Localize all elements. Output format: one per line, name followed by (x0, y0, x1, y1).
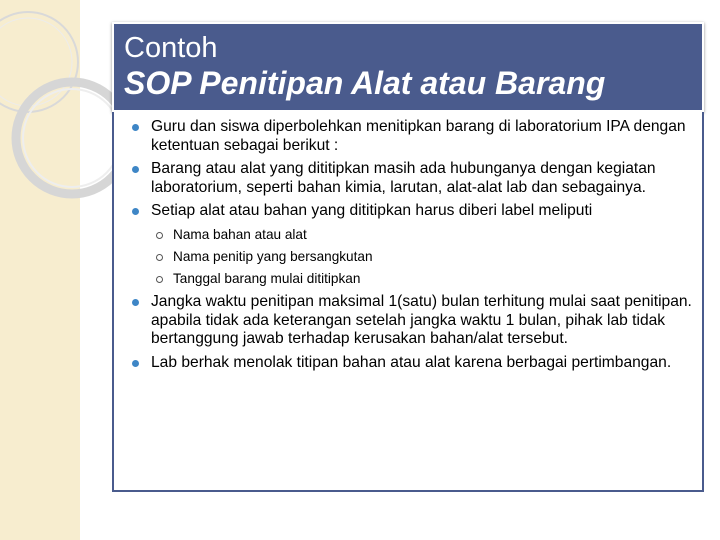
hollow-circle-bullet-icon (156, 276, 163, 283)
bullet-dot-icon (132, 166, 139, 173)
bullet-text: Guru dan siswa diperbolehkan menitipkan barang di laboratorium IPA dengan ketentuan sebagai berikut : (151, 118, 686, 154)
bullet-text: Lab berhak menolak titipan bahan atau alat karena berbagai pertimbangan. (151, 353, 672, 371)
sub-bullet-item (151, 248, 694, 266)
sub-bullet-text: Nama penitip yang bersangkutan (173, 248, 373, 264)
sub-bullet-text: Tanggal barang mulai dititipkan (173, 270, 361, 286)
bullet-item (130, 293, 694, 349)
bullet-item (130, 354, 694, 373)
bullet-text: Jangka waktu penitipan maksimal 1(satu) bulan terhitung mulai saat penitipan. apabila tidak ada keterangan setelah jangka waktu 1 bulan, pihak lab tidak bertanggung jawab terhadap kerusakan bahan/alat tersebut. (151, 292, 692, 348)
sub-bullet-text: Nama bahan atau alat (173, 226, 307, 242)
bullet-dot-icon (132, 299, 139, 306)
bullet-text: Setiap alat atau bahan yang dititipkan harus diberi label meliputi (151, 202, 593, 220)
sub-bullet-item (151, 226, 694, 244)
bullet-item (130, 160, 694, 197)
bullet-item (130, 202, 694, 288)
slide-content (112, 112, 704, 492)
bullet-item (130, 118, 694, 155)
sub-bullet-item (151, 270, 694, 288)
hollow-circle-bullet-icon (156, 254, 163, 261)
bullet-text: Barang atau alat yang dititipkan masih ada hubunganya dengan kegiatan laboratorium, seperti bahan kimia, larutan, alat-alat lab dan sebagainya. (151, 160, 656, 196)
slide-subtitle: SOP Penitipan Alat atau Barang (124, 65, 606, 101)
bullet-dot-icon (132, 360, 139, 367)
bullet-list (130, 118, 694, 372)
bullet-dot-icon (132, 208, 139, 215)
hollow-circle-bullet-icon (156, 232, 163, 239)
slide-title-box (112, 22, 704, 112)
decorative-rings (0, 0, 130, 260)
sub-bullet-list (151, 226, 694, 288)
slide-title: Contoh (124, 32, 218, 64)
bullet-dot-icon (132, 124, 139, 131)
